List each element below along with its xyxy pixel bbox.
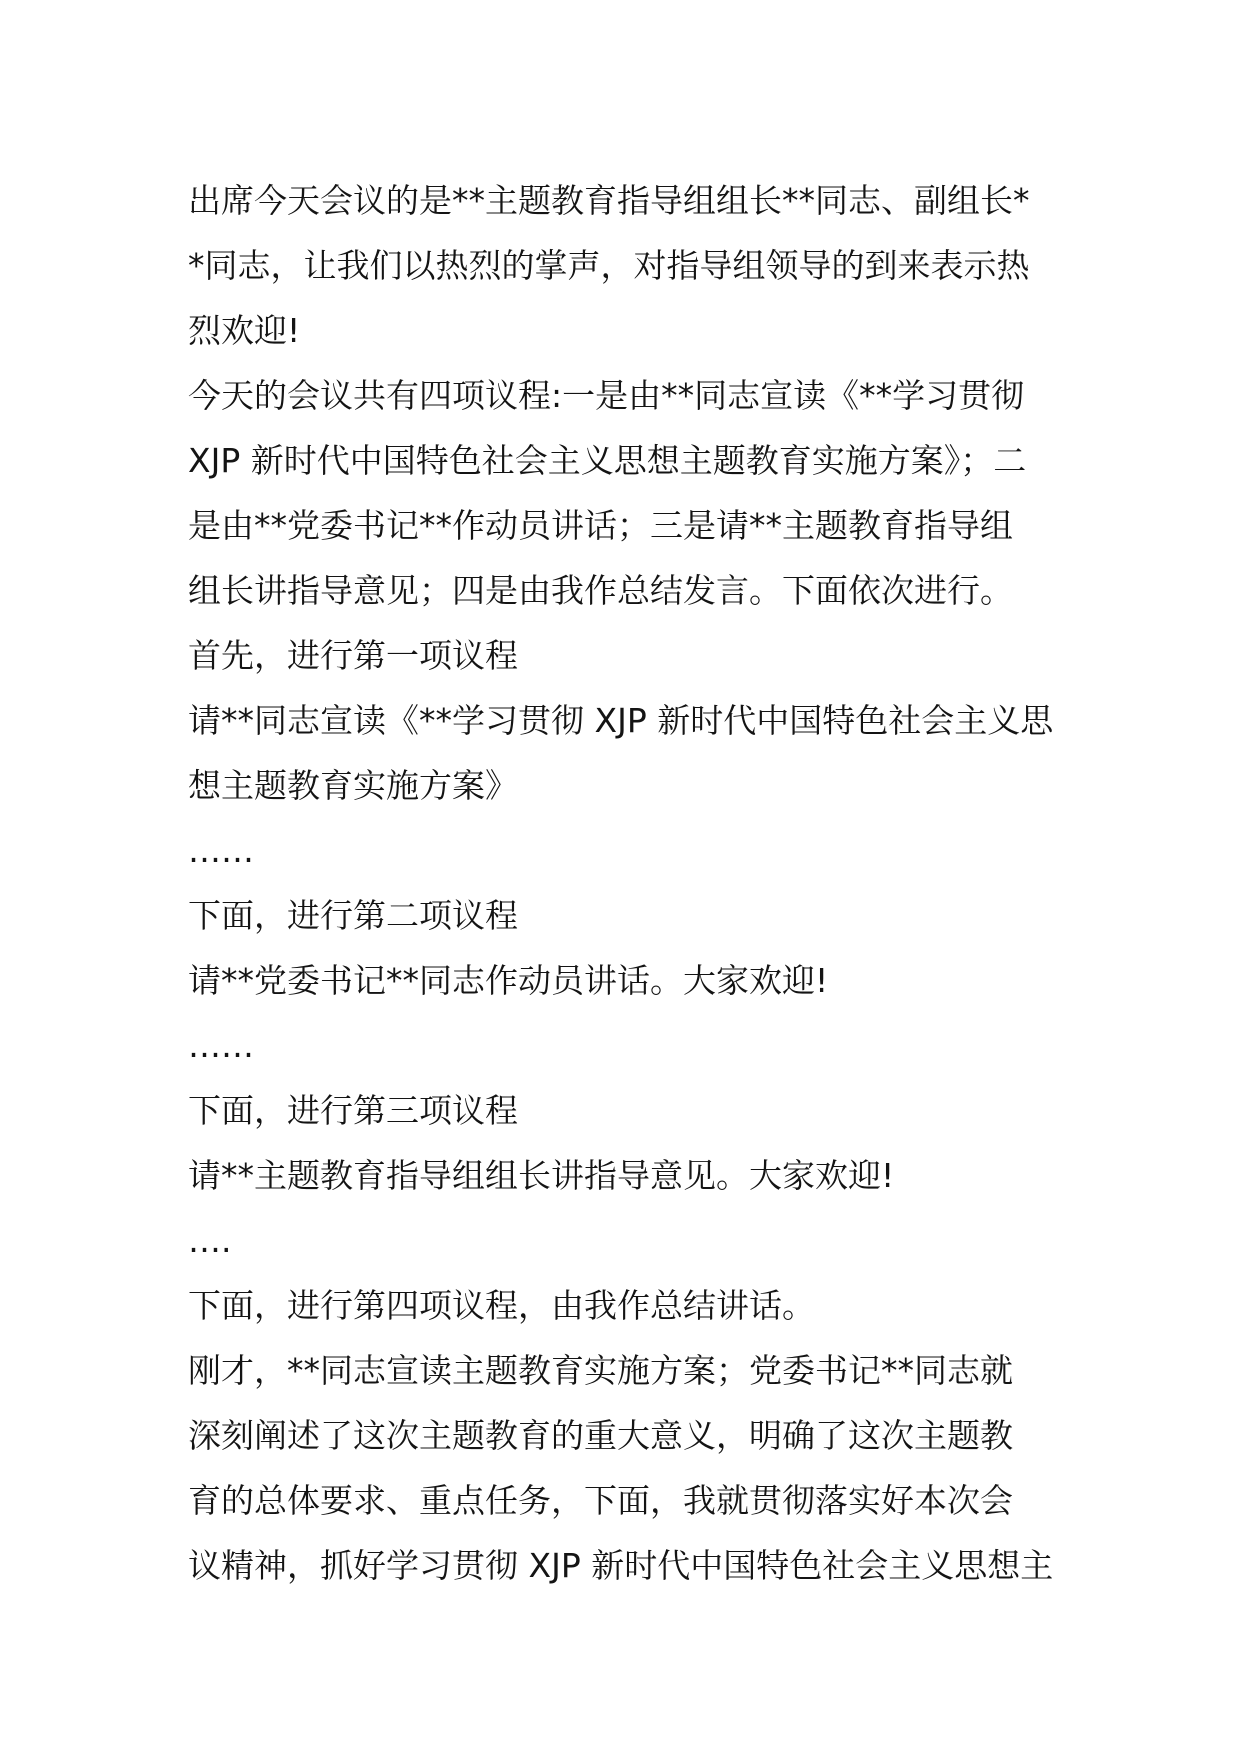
text-line: XJP 新时代中国特色社会主义思想主题教育实施方案》；二: [188, 441, 1027, 480]
text-line: ….: [188, 1221, 232, 1260]
text-line: ……: [188, 1026, 254, 1065]
document-body: [188, 168, 1068, 1598]
text-line: 出席今天会议的是**主题教育指导组组长**同志、副组长*: [188, 181, 1030, 220]
text-line: 下面，进行第三项议程: [188, 1091, 518, 1130]
text-line: 深刻阐述了这次主题教育的重大意义，明确了这次主题教: [188, 1416, 1013, 1455]
text-line: 议精神，抓好学习贯彻 XJP 新时代中国特色社会主义思想主: [188, 1546, 1054, 1585]
text-line: 是由**党委书记**作动员讲话；三是请**主题教育指导组: [188, 506, 1013, 545]
text-line: 下面，进行第二项议程: [188, 896, 518, 935]
text-line: 请**主题教育指导组组长讲指导意见。大家欢迎!: [188, 1156, 895, 1195]
text-line: 请**同志宣读《**学习贯彻 XJP 新时代中国特色社会主义思: [188, 701, 1054, 740]
text-line: 刚才，**同志宣读主题教育实施方案；党委书记**同志就: [188, 1351, 1013, 1390]
text-line: *同志，让我们以热烈的掌声，对指导组领导的到来表示热: [188, 246, 1030, 285]
text-line: ……: [188, 831, 254, 870]
text-line: 下面，进行第四项议程，由我作总结讲话。: [188, 1286, 815, 1325]
text-line: 想主题教育实施方案》: [188, 766, 518, 805]
text-line: 首先，进行第一项议程: [188, 636, 518, 675]
text-line: 请**党委书记**同志作动员讲话。大家欢迎!: [188, 961, 829, 1000]
text-line: 今天的会议共有四项议程:一是由**同志宣读《**学习贯彻: [188, 376, 1025, 415]
text-line: 烈欢迎!: [188, 311, 301, 350]
text-line: 育的总体要求、重点任务，下面，我就贯彻落实好本次会: [188, 1481, 1013, 1520]
text-line: 组长讲指导意见；四是由我作总结发言。下面依次进行。: [188, 571, 1013, 610]
